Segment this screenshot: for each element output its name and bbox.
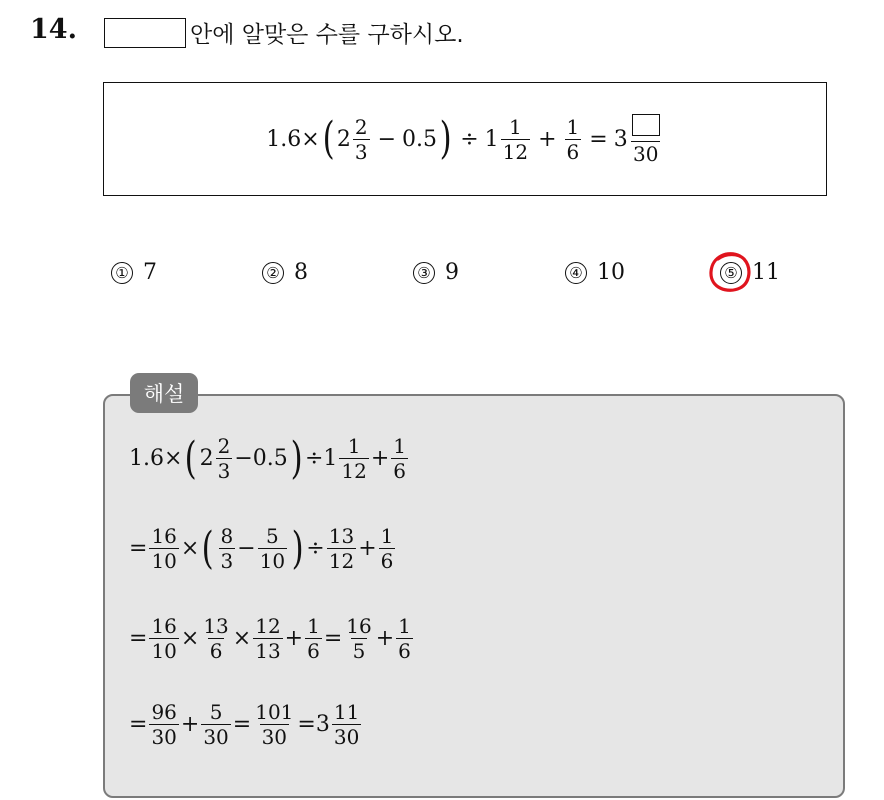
numerator: 1 [307,614,320,638]
denominator: 12 [328,549,355,573]
term: 1.6 [129,446,164,471]
operator: − [237,536,256,561]
denominator: 3 [217,459,231,483]
operator: − [234,446,253,471]
fraction [253,614,282,663]
fraction [327,524,356,573]
fraction [339,434,368,483]
denominator: 30 [333,725,360,749]
operator: + [375,626,395,651]
solution-box [103,394,845,798]
fraction [201,700,230,749]
fraction [253,700,295,749]
numerator: 13 [328,524,355,548]
operator: = [297,712,316,737]
answer-blank-small [632,114,660,136]
fraction [332,700,361,749]
operator: = [589,126,608,152]
left-paren: ( [322,113,335,164]
denominator: 10 [259,549,286,573]
choice-value: 9 [445,260,459,285]
numerator: 16 [151,524,177,548]
whole-part: 1 [323,446,338,471]
denominator: 30 [151,725,177,749]
right-paren: ) [290,432,303,484]
choice-number: ④ [565,262,587,284]
right-paren: ) [439,113,452,164]
operator: × [180,536,200,561]
fraction [396,614,413,663]
numerator: 13 [203,614,229,638]
numerator: 1 [566,114,580,139]
circle-mark-stroke [711,254,749,291]
operator: + [538,126,557,152]
denominator: 12 [341,459,367,483]
choice-value: 10 [597,260,625,285]
fraction [149,700,178,749]
left-paren: ( [201,522,214,574]
numerator: 1 [380,524,394,548]
numerator: 16 [151,614,177,638]
numerator: 1 [347,434,361,458]
choice-1[interactable] [111,260,157,285]
fraction [216,434,233,483]
solution-tab: 해설 [130,373,198,413]
numerator-blank [630,112,662,141]
denominator: 6 [398,639,411,663]
answer-fraction [630,112,662,166]
problem-expression [266,112,663,166]
fraction [258,524,287,573]
operator: ÷ [304,446,324,471]
denominator: 30 [632,142,659,166]
numerator: 1 [393,434,407,458]
operator: = [129,712,148,737]
numerator: 12 [255,614,281,638]
choice-number: ③ [413,262,435,284]
denominator: 6 [307,639,320,663]
numerator: 5 [209,700,223,724]
question-line [104,16,464,49]
fraction [379,524,396,573]
numerator: 8 [220,524,234,548]
numerator: 1 [398,614,411,638]
solution-line-2 [129,524,397,573]
whole-part: 3 [315,712,330,737]
operator: = [232,712,252,737]
choice-number: ① [111,262,133,284]
answer-blank-box [104,18,186,48]
term: 1.6 [266,126,302,152]
operator: × [180,626,200,651]
operator: × [232,626,252,651]
answer-circle-mark-icon [706,248,756,296]
numerator: 101 [255,700,294,724]
choice-value: 8 [294,260,308,285]
solution-line-1 [129,434,410,483]
operator: ÷ [306,536,325,561]
operator: × [301,126,320,152]
term: 0.5 [402,126,438,152]
denominator: 12 [502,139,529,164]
solution-line-4 [129,700,363,749]
denominator: 13 [255,639,281,663]
numerator: 2 [354,114,368,139]
denominator: 30 [203,725,229,749]
solution-line-3 [129,614,415,663]
term: 0.5 [252,446,288,471]
operator: = [129,626,148,651]
operator: − [377,126,397,152]
numerator: 5 [266,524,279,548]
choice-value: 7 [143,260,157,285]
choice-number: ② [262,262,284,284]
left-paren: ( [185,432,198,484]
denominator: 10 [151,639,177,663]
whole-part: 3 [613,126,628,152]
fraction [219,524,236,573]
operator: + [180,712,200,737]
operator: + [370,446,390,471]
choice-2[interactable] [262,260,308,285]
question-number: 14. [30,14,77,45]
fraction [149,614,178,663]
denominator: 5 [352,639,366,663]
fraction [201,614,230,663]
operator: ÷ [460,126,479,152]
whole-part: 2 [199,446,214,471]
whole-part: 1 [484,126,499,152]
whole-part: 2 [336,126,351,152]
numerator: 96 [151,700,177,724]
denominator: 6 [380,549,394,573]
numerator: 11 [333,700,360,724]
right-paren: ) [291,522,304,574]
operator: + [358,536,377,561]
fraction [149,524,178,573]
choice-number: ⑤ [720,262,742,284]
choice-4[interactable] [565,260,625,285]
choice-3[interactable] [413,260,459,285]
denominator: 6 [209,639,223,663]
denominator: 30 [261,725,288,749]
denominator: 3 [354,139,368,164]
operator: × [164,446,183,471]
operator: + [284,626,304,651]
denominator: 10 [151,549,177,573]
numerator: 2 [217,434,231,458]
numerator: 16 [346,614,372,638]
denominator: 3 [220,549,234,573]
denominator: 6 [566,139,580,164]
fraction [391,434,408,483]
fraction [501,115,530,164]
fraction [353,115,370,164]
choice-value: 11 [752,260,780,285]
numerator: 1 [509,114,522,139]
fraction [344,614,373,663]
operator: = [129,536,148,561]
operator: = [323,626,343,651]
fraction [305,614,322,663]
problem-box [103,82,827,196]
question-text: 안에 알맞은 수를 구하시오. [190,22,464,48]
fraction [565,115,582,164]
denominator: 6 [393,459,407,483]
